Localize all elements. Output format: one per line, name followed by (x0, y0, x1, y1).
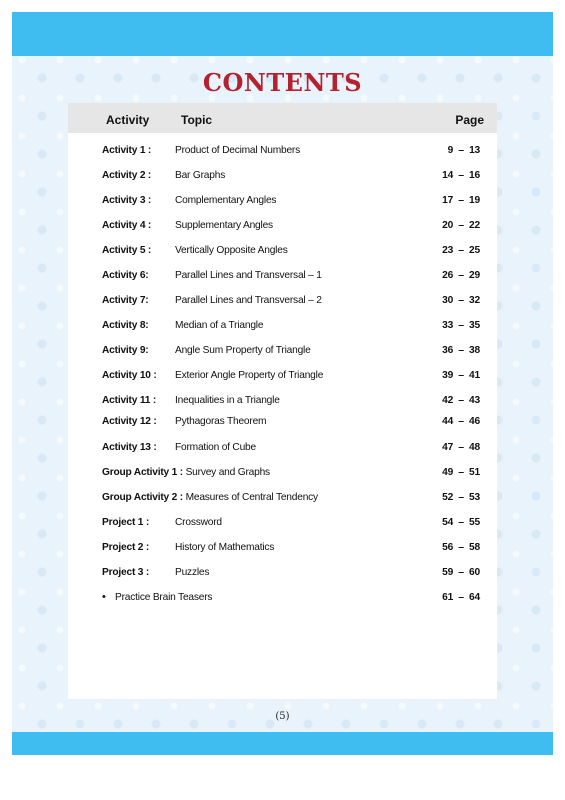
row-label: Activity 6: (102, 270, 149, 281)
row-topic: Bar Graphs (175, 170, 226, 181)
row-label: Activity 10 : (102, 370, 157, 381)
row-topic: Angle Sum Property of Triangle (175, 345, 311, 356)
row-label: Activity 7: (102, 295, 149, 306)
row-topic: History of Mathematics (175, 542, 275, 553)
row-topic: Parallel Lines and Transversal – 1 (175, 270, 322, 281)
row-topic: Pythagoras Theorem (175, 416, 267, 427)
table-row (68, 395, 497, 411)
header-topic: Topic (181, 113, 213, 127)
row-topic: Practice Brain Teasers (115, 592, 213, 603)
row-topic: Vertically Opposite Angles (175, 245, 288, 256)
row-label: Activity 12 : (102, 416, 157, 427)
top-band (12, 12, 553, 56)
row-label: Group Activity 1 : (102, 467, 183, 478)
row-label: Activity 9: (102, 345, 149, 356)
table-row (68, 320, 497, 336)
table-row (68, 370, 497, 386)
row-pages: 36 – 38 (442, 345, 480, 356)
contents-table (68, 103, 497, 699)
header-page: Page (455, 113, 484, 127)
row-pages: 9 – 13 (447, 145, 480, 156)
row-pages: 42 – 43 (442, 395, 480, 406)
row-pages: 33 – 35 (442, 320, 480, 331)
row-pages: 47 – 48 (442, 442, 480, 453)
row-pages: 17 – 19 (442, 195, 480, 206)
table-header (68, 103, 497, 133)
row-pages: 52 – 53 (442, 492, 480, 503)
row-pages: 61 – 64 (442, 592, 480, 603)
row-topic: Complementary Angles (175, 195, 277, 206)
row-pages: 59 – 60 (442, 567, 480, 578)
row-topic: Parallel Lines and Transversal – 2 (175, 295, 322, 306)
row-label: Project 2 : (102, 542, 150, 553)
group-row-text (102, 492, 318, 503)
row-label: Activity 2 : (102, 170, 152, 181)
row-label: Activity 1 : (102, 145, 152, 156)
table-row (68, 442, 497, 458)
group-row-text (102, 467, 270, 478)
table-row (68, 295, 497, 311)
row-topic: Exterior Angle Property of Triangle (175, 370, 324, 381)
table-row (68, 220, 497, 236)
row-label: Activity 13 : (102, 442, 157, 453)
row-topic: Inequalities in a Triangle (175, 395, 280, 406)
row-pages: 49 – 51 (442, 467, 480, 478)
table-row (68, 492, 497, 508)
row-label: Group Activity 2 : (102, 492, 183, 503)
table-row (68, 345, 497, 361)
table-row (68, 270, 497, 286)
page-title: CONTENTS (202, 68, 363, 97)
bullet-icon: • (102, 591, 106, 603)
row-label: Project 1 : (102, 517, 150, 528)
row-topic: Measures of Central Tendency (182, 492, 318, 503)
table-row (68, 145, 497, 161)
table-row (68, 245, 497, 261)
row-pages: 23 – 25 (442, 245, 480, 256)
row-pages: 54 – 55 (442, 517, 480, 528)
row-label: Activity 4 : (102, 220, 152, 231)
row-topic: Survey and Graphs (182, 467, 270, 478)
row-topic: Crossword (175, 517, 222, 528)
bottom-band (12, 732, 553, 755)
row-topic: Formation of Cube (175, 442, 256, 453)
row-label: Project 3 : (102, 567, 150, 578)
table-row (68, 542, 497, 558)
row-pages: 26 – 29 (442, 270, 480, 281)
row-pages: 44 – 46 (442, 416, 480, 427)
table-row (68, 567, 497, 583)
table-row (68, 416, 497, 432)
row-label: Activity 8: (102, 320, 149, 331)
table-row (68, 170, 497, 186)
row-label: Activity 11 : (102, 395, 157, 406)
row-pages: 39 – 41 (442, 370, 480, 381)
row-topic: Supplementary Angles (175, 220, 273, 231)
page-number: (5) (275, 711, 290, 722)
table-row (68, 467, 497, 483)
table-row (68, 517, 497, 533)
table-row (68, 195, 497, 211)
row-label: Activity 3 : (102, 195, 152, 206)
row-topic: Product of Decimal Numbers (175, 145, 301, 156)
row-pages: 14 – 16 (442, 170, 480, 181)
row-topic: Median of a Triangle (175, 320, 264, 331)
row-topic: Puzzles (175, 567, 210, 578)
row-pages: 30 – 32 (442, 295, 480, 306)
row-pages: 56 – 58 (442, 542, 480, 553)
row-pages: 20 – 22 (442, 220, 480, 231)
header-activity: Activity (106, 113, 150, 127)
row-label: Activity 5 : (102, 245, 152, 256)
table-row (68, 592, 497, 608)
